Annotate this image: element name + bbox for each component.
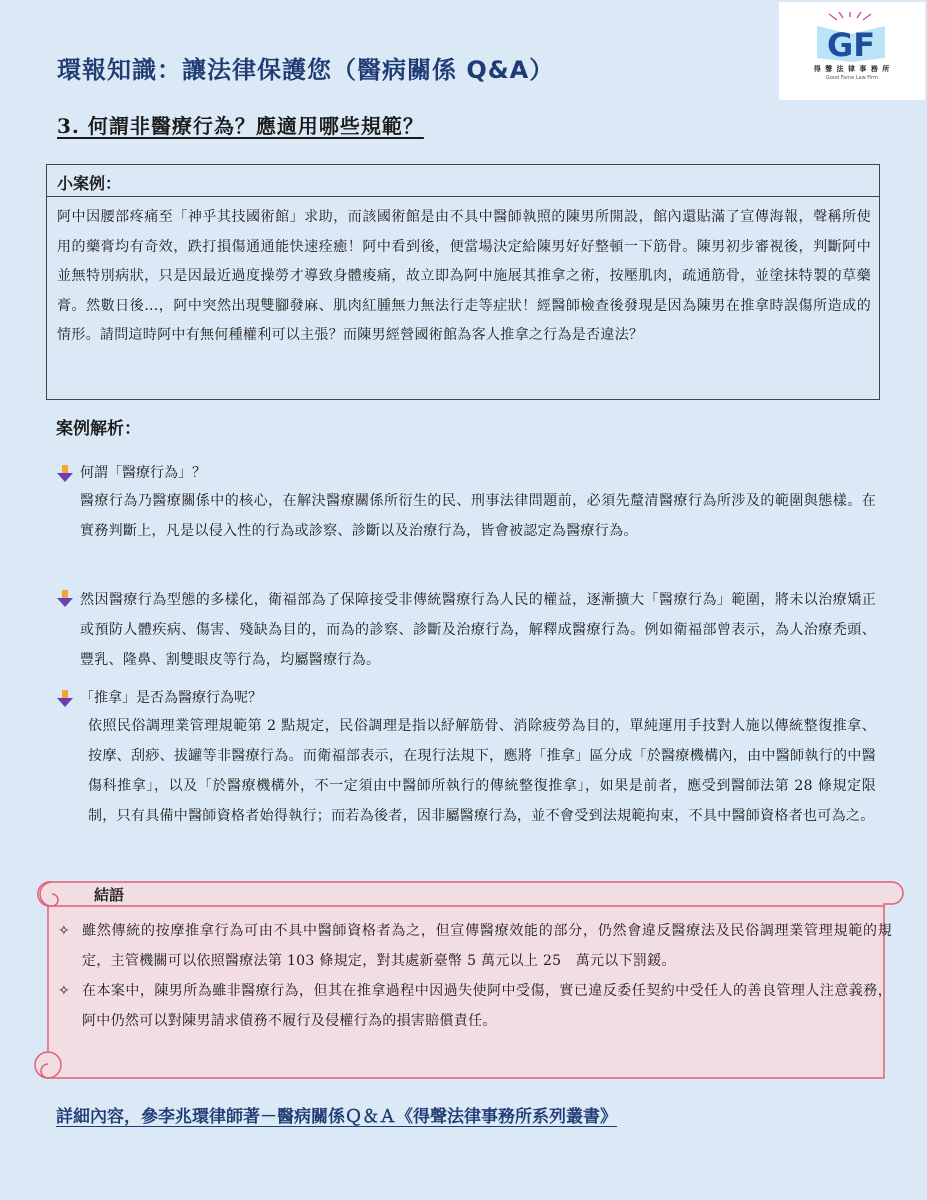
conclusion-list (58, 916, 892, 1036)
logo-name-cn: 得 聲 法 律 事 務 所 (813, 65, 891, 73)
conclusion-item-text: 在本案中，陳男所為雖非醫療行為，但其在推拿過程中因過失使阿中受傷，實已違反委任契約中受任人的善良管理人注意義務，阿中仍然可以對陳男請求債務不履行及侵權行為的損害賠償責任。 (82, 983, 892, 1029)
reference-footer: 詳細內容，參李兆環律師著－醫病關係Ｑ＆Ａ《得聲法律事務所系列叢書》 (56, 1107, 617, 1127)
svg-text:GF: GF (826, 26, 876, 62)
case-text: 阿中因腰部疼痛至「神乎其技國術館」求助，而該國術館是由不具中醫師執照的陳男所開設，館內還貼滿了宣傳海報，聲稱所使用的藥膏均有奇效，跌打損傷通通能快速痊癒！阿中看到後，便當場決定給陳男好好整頓一下筋骨。陳男初步審視後，判斷阿中並無特別病狀，只是因最近過度操勞才導致身體痠痛，故立即為阿中施展其推拿之術，按壓肌肉，疏通筋骨，並塗抹特製的草藥膏。然數日後…，阿中突然出現雙腳發麻、肌肉紅腫無力無法行走等症狀！經醫師檢查後發現是因為陳男在推拿時誤傷所造成的情形。請問這時阿中有無何種權利可以主張？而陳男經營國術館為客人推拿之行為是否違法？ (57, 209, 871, 343)
case-heading: 小案例： (47, 165, 879, 197)
analysis-item-title: 何謂「醫療行為」？ (80, 465, 206, 481)
analysis-item-title: 「推拿」是否為醫療行為呢？ (80, 690, 262, 706)
conclusion-item-text: 雖然傳統的按摩推拿行為可由不具中醫師資格者為之，但宣傳醫療效能的部分，仍然會違反醫療法及民俗調理業管理規範的規定，主管機關可以依照醫療法第 103 條規定，對其處新臺幣 5 萬元以上 25 萬元以下罰鍰。 (82, 923, 892, 969)
diamond-bullet-icon: ✧ (58, 923, 71, 939)
down-arrow-bullet-icon (56, 588, 74, 608)
analysis-item-text: 依照民俗調理業管理規範第 2 點規定，民俗調理是指以紓解筋骨、消除疲勞為目的，單純運用手技對人施以傳統整復推拿、按摩、刮痧、拔罐等非醫療行為。而衛福部表示，在現行法規下，應將「推拿」區分成「於醫療機構內，由中醫師執行的中醫傷科推拿」，以及「於醫療機構外，不一定須由中醫師所執行的傳統整復推拿」，如果是前者，應受到醫師法第 28 條規定限制，只有具備中醫師資格者始得執行；而若為後者，因非屬醫療行為，並不會受到法規範拘束，不具中醫師資格者也可為之。 (88, 718, 876, 824)
logo-name-en: Good Fame Law Firm (825, 75, 879, 81)
page-title: 環報知識：讓法律保護您（醫病關係 Q&A） (57, 56, 555, 84)
gf-logo-icon (807, 12, 897, 62)
analysis-item-text: 醫療行為乃醫療關係中的核心，在解決醫療關係所衍生的民、刑事法律問題前，必須先釐清醫療行為所涉及的範圍與態樣。在實務判斷上，凡是以侵入性的行為或診察、診斷以及治療行為，皆會被認定為醫療行為。 (80, 493, 876, 539)
conclusion-label: 結語 (94, 886, 125, 904)
firm-logo (779, 2, 925, 100)
section-subtitle: 3. 何謂非醫療行為？應適用哪些規範？ (57, 114, 424, 138)
analysis-heading: 案例解析： (56, 419, 141, 439)
case-box (46, 164, 880, 400)
conclusion-item (58, 976, 892, 1036)
down-arrow-bullet-icon (56, 463, 74, 483)
conclusion-scroll (22, 878, 906, 1083)
diamond-bullet-icon: ✧ (58, 983, 71, 999)
analysis-item-1 (56, 460, 876, 546)
conclusion-item (58, 916, 892, 976)
down-arrow-bullet-icon (56, 688, 74, 708)
analysis-item-3 (56, 685, 876, 831)
analysis-item-2 (56, 585, 876, 675)
analysis-item-text: 然因醫療行為型態的多樣化，衛福部為了保障接受非傳統醫療行為人民的權益，逐漸擴大「醫療行為」範圍，將未以治療矯正或預防人體疾病、傷害、殘缺為目的，而為的診察、診斷及治療行為，解釋成醫療行為。例如衛福部曾表示，為人治療禿頭、豐乳、隆鼻、割雙眼皮等行為，均屬醫療行為。 (80, 592, 876, 668)
